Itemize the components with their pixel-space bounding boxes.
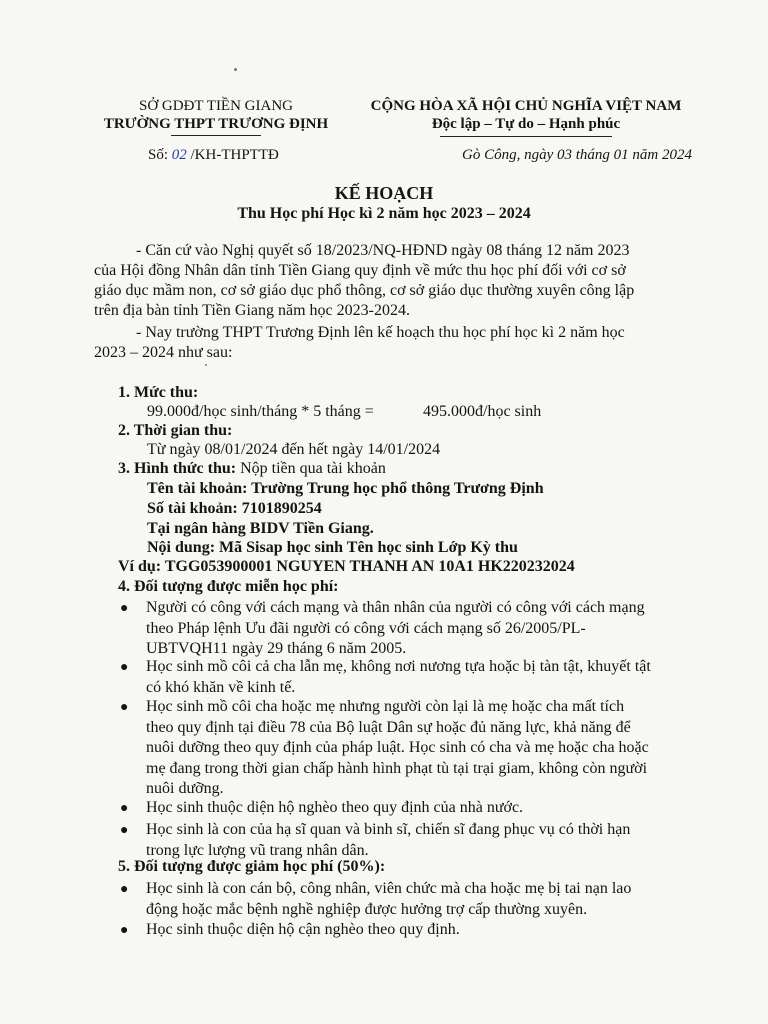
org-line2: TRƯỜNG THPT TRƯƠNG ĐỊNH xyxy=(103,116,329,132)
bullet-icon: ● xyxy=(120,700,129,715)
s4-item-1-line: UBTVQH11 ngày 29 tháng 6 năm 2005. xyxy=(146,640,407,657)
bullet-icon: ● xyxy=(120,660,129,675)
s4-item-1-line: theo Pháp lệnh Ưu đãi người có công với cách mạng số 26/2005/PL- xyxy=(146,619,586,637)
s4-item-2-line: có khó khăn về kinh tế. xyxy=(146,678,296,696)
account-number: Số tài khoản: 7101890254 xyxy=(147,500,322,517)
section1-calc: 99.000đ/học sinh/tháng * 5 tháng = xyxy=(147,403,374,420)
section1-heading: 1. Mức thu: xyxy=(118,384,199,401)
section2-text: Từ ngày 08/01/2024 đến hết ngày 14/01/2024 xyxy=(147,441,441,458)
section3-line xyxy=(118,459,386,479)
intro-p2-line2: 2023 – 2024 như sau: xyxy=(94,344,233,361)
doc-number-suffix: /KH-THPTTĐ xyxy=(190,147,279,163)
bullet-icon: ● xyxy=(120,801,129,816)
scan-speck xyxy=(205,364,207,366)
doc-number-prefix: Số: xyxy=(148,147,169,163)
motto-underline xyxy=(440,136,612,137)
s4-item-4 xyxy=(146,798,702,819)
bullet-icon: ● xyxy=(120,882,129,897)
intro-p1-line1: - Căn cứ vào Nghị quyết số 18/2023/NQ-HĐND ngày 08 tháng 12 năm 2023 xyxy=(136,242,630,259)
s5-item-1-line: Học sinh là con cán bộ, công nhân, viên chức mà cha hoặc mẹ bị tai nạn lao xyxy=(146,880,632,897)
doc-subtitle: Thu Học phí Học kì 2 năm học 2023 – 2024 xyxy=(237,205,531,222)
doc-number-handwritten: 02 xyxy=(171,147,187,163)
bullet-icon: ● xyxy=(120,923,129,938)
intro-p2-line1: - Nay trường THPT Trương Định lên kế hoạch thu học phí học kì 2 năm học xyxy=(136,324,625,341)
doc-title: KẾ HOẠCH xyxy=(334,183,434,203)
bullet-icon: ● xyxy=(120,823,129,838)
section4-heading: 4. Đối tượng được miễn học phí: xyxy=(118,578,339,595)
section2-heading: 2. Thời gian thu: xyxy=(118,422,233,439)
s4-item-1 xyxy=(146,598,702,660)
intro-p1-line3: giáo dục mầm non, cơ sở giáo dục phổ thông, cơ sở giáo dục thường xuyên công lập xyxy=(94,282,635,299)
s4-item-3-line: nuôi dưỡng. xyxy=(146,780,224,797)
section5-heading: 5. Đối tượng được giảm học phí (50%): xyxy=(118,858,386,875)
s5-item-1-line: động hoặc mắc bệnh nghề nghiệp được hưởng trợ cấp thường xuyên. xyxy=(146,900,588,918)
transfer-example: Ví dụ: TGG053900001 NGUYEN THANH AN 10A1 HK220232024 xyxy=(118,558,575,575)
s4-item-3-line: nuôi dưỡng theo quy định của pháp luật. Học sinh có cha và mẹ hoặc cha hoặc xyxy=(146,739,649,756)
intro-p1-line4: trên địa bàn tỉnh Tiền Giang năm học 2023-2024. xyxy=(94,302,410,319)
s4-item-5-line: trong lực lượng vũ trang nhân dân. xyxy=(146,841,369,859)
account-name: Tên tài khoản: Trường Trung học phổ thông Trương Định xyxy=(147,480,544,497)
s4-item-5 xyxy=(146,820,702,861)
s4-item-3-line: theo quy định tại điều 78 của Bộ luật Dân sự hoặc đủ năng lực, khả năng để xyxy=(146,718,631,736)
place-date: Gò Công, ngày 03 tháng 01 năm 2024 xyxy=(462,147,692,163)
s4-item-1-line: Người có công với cách mạng và thân nhân của người có công với cách mạng xyxy=(146,599,645,616)
s4-item-2-line: Học sinh mồ côi cả cha lẫn mẹ, không nơi nương tựa hoặc bị tàn tật, khuyết tật xyxy=(146,658,651,675)
s5-item-2-line: Học sinh thuộc diện hộ cận nghèo theo quy định. xyxy=(146,921,460,938)
s4-item-2 xyxy=(146,657,702,698)
s4-item-3-line: Học sinh mồ côi cha hoặc mẹ nhưng người còn lại là mẹ hoặc cha mất tích xyxy=(146,698,625,715)
section1-total: 495.000đ/học sinh xyxy=(423,403,542,420)
section3-text: Nộp tiền qua tài khoản xyxy=(236,460,386,477)
bullet-icon: ● xyxy=(120,601,129,616)
s4-item-3-line: mẹ đang trong thời gian chấp hành hình phạt tù tại trại giam, không còn người xyxy=(146,759,648,777)
s4-item-4-line: Học sinh thuộc diện hộ nghèo theo quy định của nhà nước. xyxy=(146,799,524,816)
section3-heading: 3. Hình thức thu: xyxy=(118,460,237,477)
transfer-content: Nội dung: Mã Sisap học sinh Tên học sinh Lớp Kỳ thu xyxy=(147,539,518,556)
nation-line1: CỘNG HÒA XÃ HỘI CHỦ NGHĨA VIỆT NAM xyxy=(370,98,682,114)
org-line1: SỞ GDĐT TIỀN GIANG xyxy=(138,98,294,114)
intro-p1-line2: của Hội đồng Nhân dân tỉnh Tiền Giang quy định về mức thu học phí đối với cơ sở xyxy=(94,262,626,279)
doc-number xyxy=(148,147,279,164)
s4-item-3 xyxy=(146,697,702,800)
s5-item-1 xyxy=(146,879,702,920)
bank-name: Tại ngân hàng BIDV Tiền Giang. xyxy=(147,520,374,537)
s4-item-5-line: Học sinh là con của hạ sĩ quan và binh sĩ, chiến sĩ đang phục vụ có thời hạn xyxy=(146,821,631,838)
org-underline xyxy=(171,135,261,136)
s5-item-2 xyxy=(146,920,702,941)
nation-line2: Độc lập – Tự do – Hạnh phúc xyxy=(431,116,621,132)
scan-speck xyxy=(234,68,237,71)
